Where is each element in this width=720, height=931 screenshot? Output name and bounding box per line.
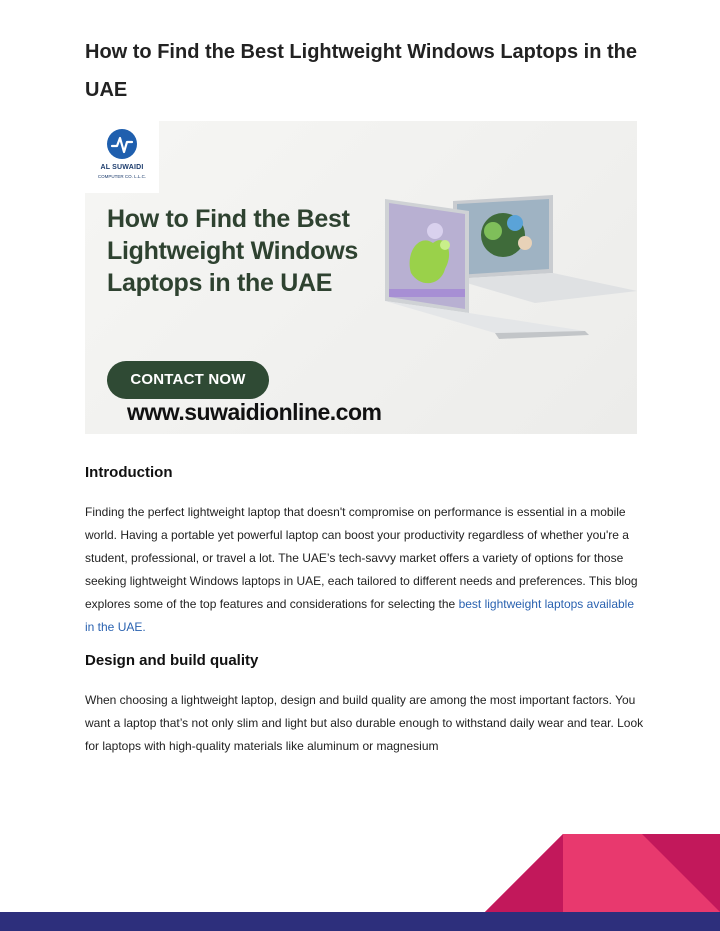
hero-website-url[interactable]: www.suwaidionline.com <box>127 399 382 425</box>
introduction-heading: Introduction <box>85 464 173 481</box>
brand-logo-subtitle: COMPUTER CO. L.L.C. <box>97 174 147 179</box>
hero-heading: How to Find the Best Lightweight Windows Laptops in the UAE <box>107 205 358 297</box>
best-lightweight-laptops-link[interactable]: best lightweight laptops available in the UAE. <box>85 597 635 634</box>
introduction-text: Finding the perfect lightweight laptop that doesn't compromise on performance is essential in a mobile world. Having a portable yet powerful laptop can boost your productivity regardless of whether you're a student, professional, or travel a lot. The UAE’s tech-savvy market offers a variety of options for those seeking lightweight Windows laptops in UAE, each tailored to different needs and preferences. This blog explores some of the top features and considerations for selecting the <box>85 505 638 611</box>
design-paragraph: When choosing a lightweight laptop, design and build quality are among the most important factors. You want a laptop that’s not only slim and light but also durable enough to withstand daily wear and tear. Look for laptops with high-quality materials like aluminum or magnesium <box>85 693 644 753</box>
brand-logo-name: AL SUWAIDI <box>100 164 144 171</box>
design-heading: Design and build quality <box>85 652 259 669</box>
page-title: How to Find the Best Lightweight Windows Laptops in the UAE <box>85 41 637 101</box>
contact-now-button[interactable]: CONTACT NOW <box>107 361 269 399</box>
